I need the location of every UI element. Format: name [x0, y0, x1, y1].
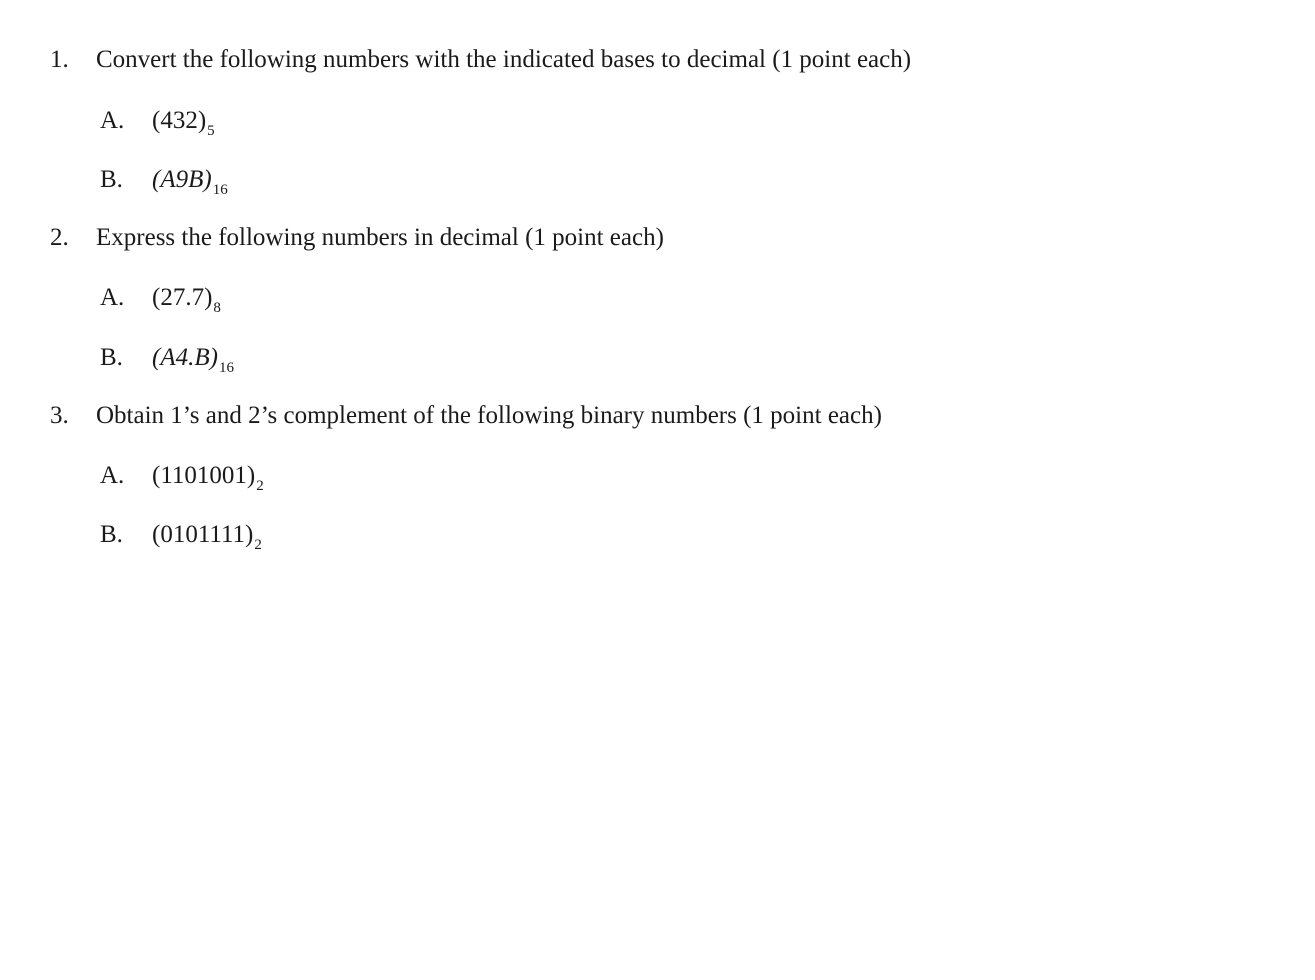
item-base: 16 — [218, 360, 234, 376]
question-text: Obtain 1’s and 2’s complement of the following binary numbers (1 point each) — [96, 402, 882, 429]
item-letter: B. — [100, 344, 123, 371]
item-expression — [152, 283, 221, 323]
question-number: 3. — [50, 402, 69, 429]
question-3-item-b — [0, 520, 1315, 554]
question-text: Express the following numbers in decimal (1 point each) — [96, 224, 664, 251]
question-number: 1. — [50, 46, 69, 73]
item-letter: A. — [100, 107, 125, 134]
item-letter: A. — [100, 462, 125, 489]
item-expression — [152, 520, 262, 560]
item-value: (1101001) — [152, 462, 256, 489]
question-1-item-a — [0, 106, 1315, 140]
item-expression — [152, 461, 264, 501]
question-number: 2. — [50, 224, 69, 251]
item-letter: A. — [100, 284, 125, 311]
item-expression — [152, 343, 234, 383]
item-letter: B. — [100, 166, 123, 193]
item-base: 8 — [213, 300, 221, 316]
item-letter: B. — [100, 521, 123, 548]
item-base: 2 — [256, 478, 264, 494]
question-3-item-a — [0, 461, 1315, 495]
item-base: 2 — [254, 537, 262, 553]
item-value: (27.7) — [152, 284, 213, 311]
item-value: (A4.B) — [152, 344, 218, 371]
question-2-item-a — [0, 283, 1315, 317]
item-expression — [152, 165, 228, 205]
item-value: (0101111) — [152, 521, 254, 548]
question-1-item-b — [0, 165, 1315, 199]
item-expression — [152, 106, 215, 146]
item-value: (432) — [152, 107, 207, 134]
question-2-item-b — [0, 343, 1315, 377]
item-base: 16 — [212, 182, 228, 198]
item-value: (A9B) — [152, 166, 212, 193]
question-text: Convert the following numbers with the indicated bases to decimal (1 point each) — [96, 46, 912, 73]
item-base: 5 — [207, 123, 215, 139]
